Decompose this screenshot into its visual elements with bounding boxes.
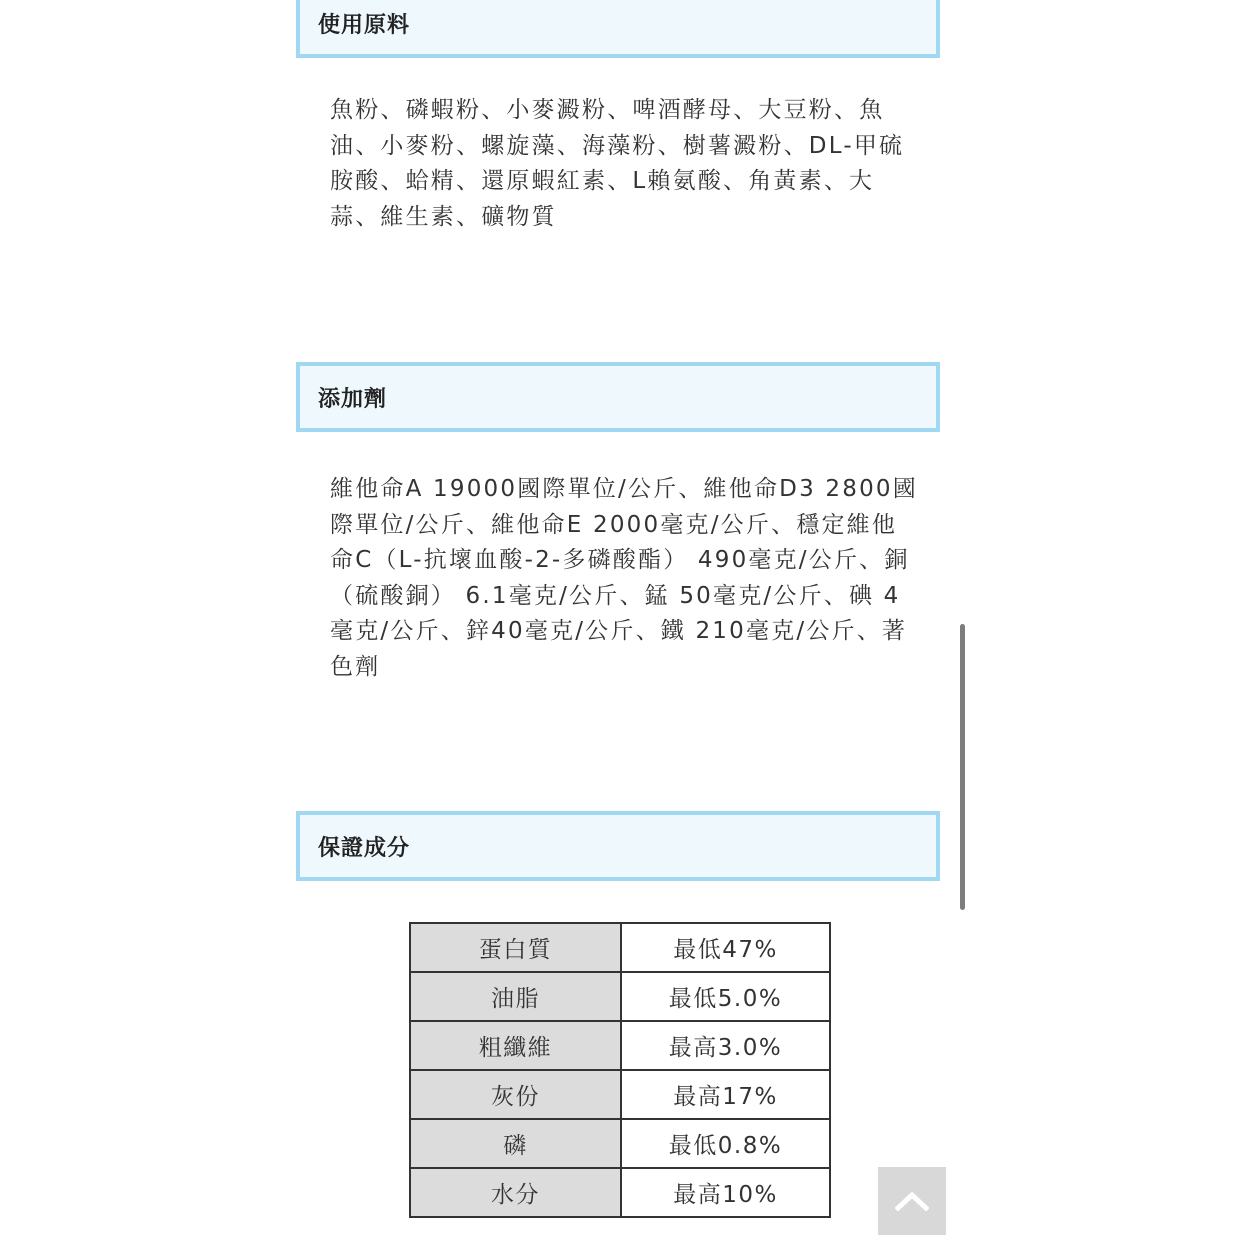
back-to-top-button[interactable] <box>878 1167 946 1235</box>
nutrient-name: 水分 <box>410 1168 621 1217</box>
table-row <box>410 1168 830 1217</box>
ingredients-header <box>296 0 940 58</box>
table-row <box>410 972 830 1021</box>
nutrient-value: 最低0.8% <box>621 1119 830 1168</box>
nutrient-name: 粗纖維 <box>410 1021 621 1070</box>
nutrient-name: 磷 <box>410 1119 621 1168</box>
table-row <box>410 1021 830 1070</box>
ingredients-title: 使用原料 <box>318 12 411 38</box>
nutrient-value: 最高10% <box>621 1168 830 1217</box>
nutrient-value: 最高17% <box>621 1070 830 1119</box>
nutrient-value: 最低5.0% <box>621 972 830 1021</box>
nutrient-value: 最低47% <box>621 923 830 972</box>
scrollbar-thumb[interactable] <box>960 624 965 910</box>
additives-title: 添加劑 <box>318 386 388 412</box>
chevron-up-icon <box>895 1191 929 1211</box>
nutrient-name: 油脂 <box>410 972 621 1021</box>
nutrient-name: 灰份 <box>410 1070 621 1119</box>
additives-header <box>296 362 940 432</box>
nutrient-name: 蛋白質 <box>410 923 621 972</box>
table-row <box>410 1119 830 1168</box>
ingredients-text: 魚粉、磷蝦粉、小麥澱粉、啤酒酵母、大豆粉、魚油、小麥粉、螺旋藻、海藻粉、樹薯澱粉、DL-甲硫胺酸、蛤精、還原蝦紅素、L賴氨酸、角黃素、大蒜、維生素、礦物質 <box>330 97 905 230</box>
analysis-title: 保證成分 <box>318 835 411 861</box>
table-row <box>410 923 830 972</box>
guaranteed-analysis-table <box>409 922 831 1218</box>
analysis-header <box>296 811 940 881</box>
table-row <box>410 1070 830 1119</box>
nutrient-value: 最高3.0% <box>621 1021 830 1070</box>
additives-text: 維他命A 19000國際單位/公斤、維他命D3 2800國際單位/公斤、維他命E 2000毫克/公斤、穩定維他命C（L-抗壞血酸-2-多磷酸酯） 490毫克/公斤、銅（硫酸銅） 6.1毫克/公斤、錳 50毫克/公斤、碘 4毫克/公斤、鋅40毫克/公斤、鐵 210毫克/公斤、著色劑 <box>330 476 918 680</box>
